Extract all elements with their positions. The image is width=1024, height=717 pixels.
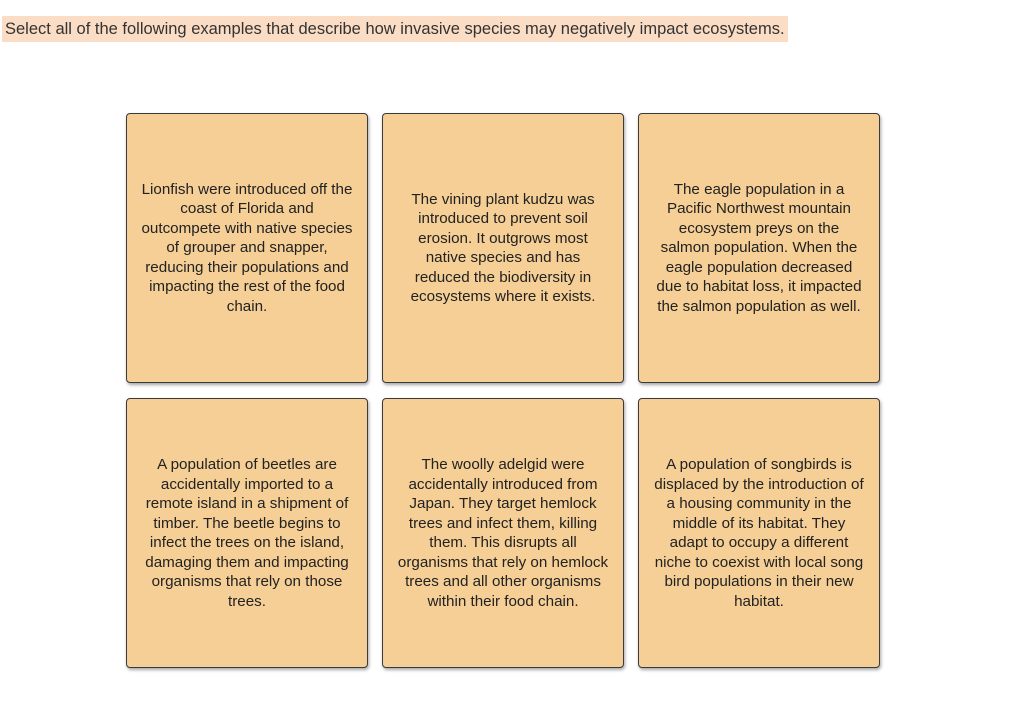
answer-card-text: A population of beetles are accidentally imported to a remote island in a shipment of timber. The beetle begins to infect the trees on the island, damaging them and impacting organisms that rely on those trees.: [145, 456, 349, 610]
answer-card-woolly-adelgid[interactable]: [382, 398, 624, 668]
answer-card-grid: [126, 113, 880, 668]
question-prompt: Select all of the following examples that describe how invasive species may negatively impact ecosystems.: [2, 16, 788, 42]
answer-card-text: The woolly adelgid were accidentally introduced from Japan. They target hemlock trees and infect them, killing them. This disrupts all organisms that rely on hemlock trees and all other organisms within their food chain.: [397, 456, 609, 610]
answer-card-lionfish[interactable]: [126, 113, 368, 383]
answer-card-text: Lionfish were introduced off the coast of Florida and outcompete with native species of grouper and snapper, reducing their populations and impacting the rest of the food chain.: [141, 180, 353, 315]
answer-card-eagle[interactable]: [638, 113, 880, 383]
answer-card-beetles[interactable]: [126, 398, 368, 668]
answer-card-text: The eagle population in a Pacific Northwest mountain ecosystem preys on the salmon population. When the eagle population decreased due to habitat loss, it impacted the salmon population as well.: [656, 180, 862, 315]
answer-card-text: The vining plant kudzu was introduced to prevent soil erosion. It outgrows most native species and has reduced the biodiversity in ecosystems where it exists.: [410, 190, 596, 305]
answer-card-text: A population of songbirds is displaced by the introduction of a housing community in the middle of its habitat. They adapt to occupy a different niche to coexist with local song bird populations in their new habitat.: [654, 456, 864, 610]
answer-card-kudzu[interactable]: [382, 113, 624, 383]
answer-card-songbirds[interactable]: [638, 398, 880, 668]
